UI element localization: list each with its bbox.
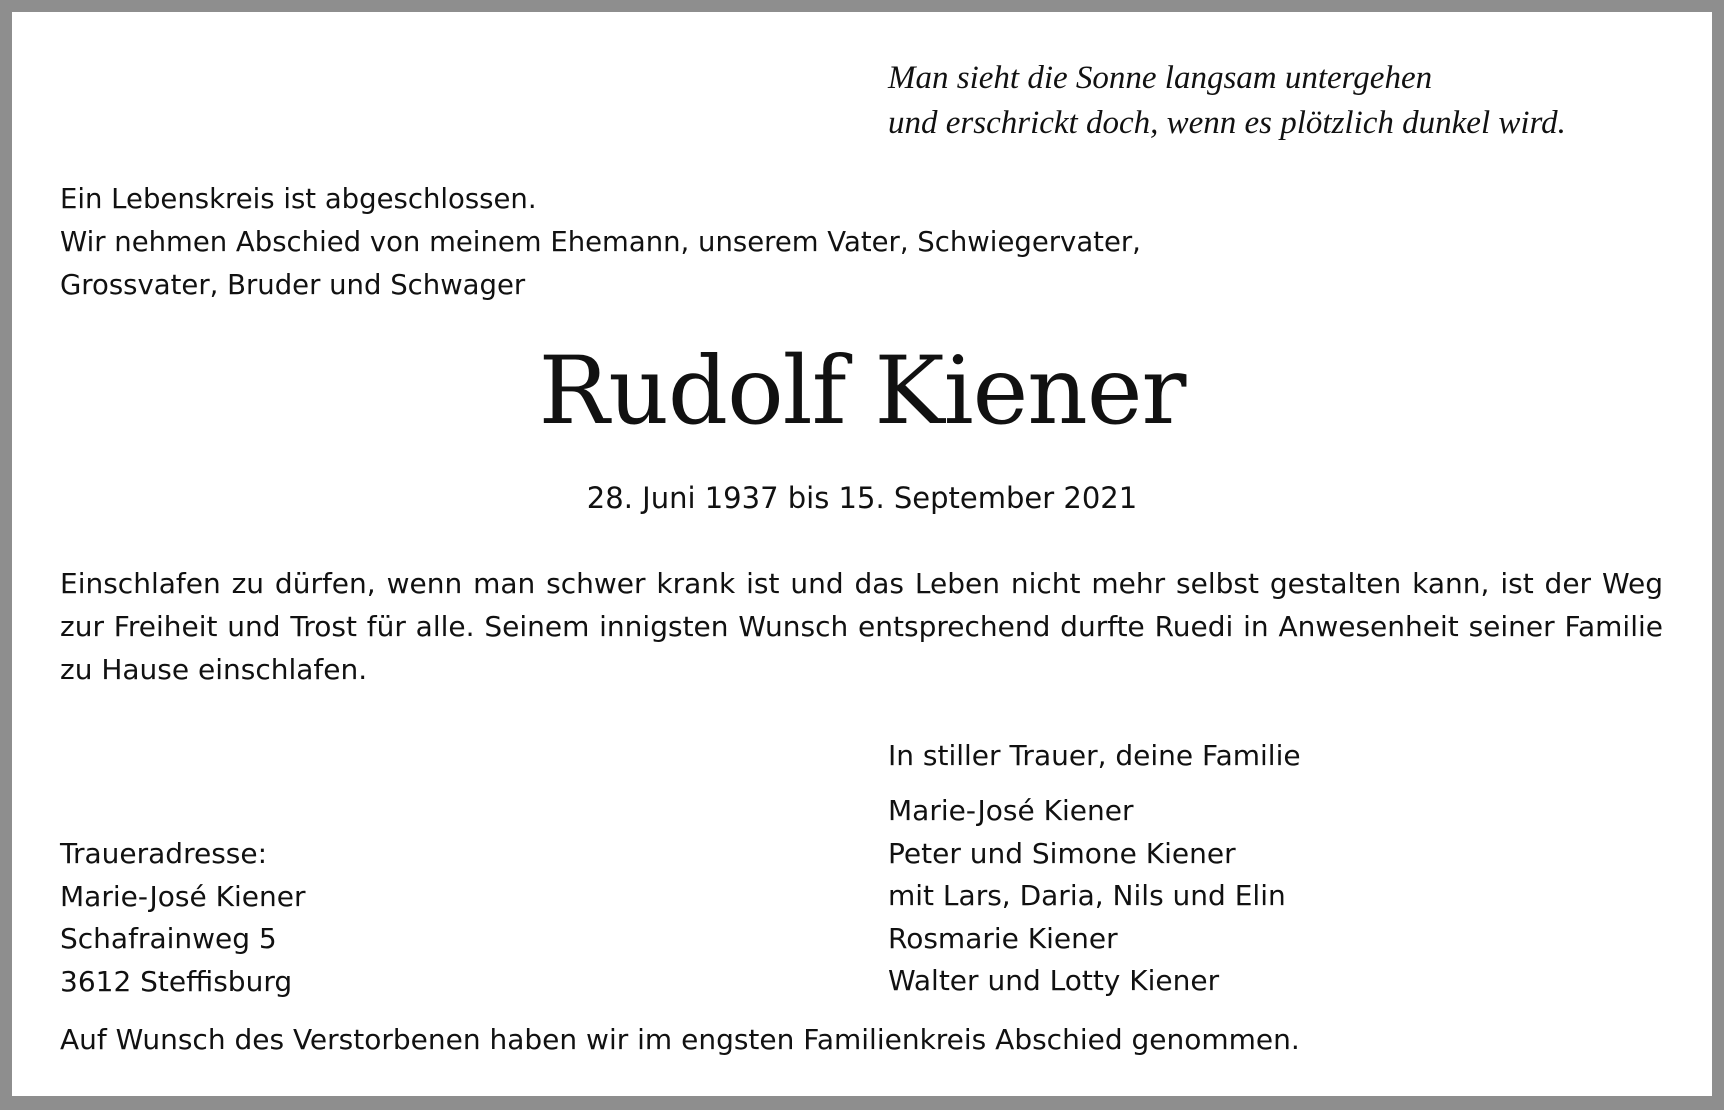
list-item: Marie-José Kiener [888,794,1134,827]
motto-line-1: Man sieht die Sonne langsam untergehen [888,60,1433,96]
intro-text [60,178,1141,307]
list-item: mit Lars, Daria, Nils und Elin [888,879,1286,912]
address-name: Marie-José Kiener [60,879,306,913]
intro-line-1: Ein Lebenskreis ist abgeschlossen. [60,183,537,215]
address-label: Traueradresse: [60,837,268,870]
motto-quote [888,56,1566,146]
intro-line-2: Wir nehmen Abschied von meinem Ehemann, unserem Vater, Schwiegervater, [60,226,1141,258]
list-item: Walter und Lotty Kiener [888,964,1220,997]
mourning-address [60,833,305,1003]
intro-line-3: Grossvater, Bruder und Schwager [60,269,526,301]
mourners-signoff: In stiller Trauer, deine Familie [888,739,1301,772]
mourners-list [888,790,1286,1003]
obituary-card [12,12,1712,1096]
list-item: Rosmarie Kiener [888,921,1118,955]
closing-note: Auf Wunsch des Verstorbenen haben wir im engsten Familienkreis Abschied genommen. [60,1023,1300,1056]
address-city: 3612 Steffisburg [60,964,293,998]
address-street: Schafrainweg 5 [60,922,277,955]
list-item: Peter und Simone Kiener [888,836,1236,870]
message-paragraph: Einschlafen zu dürfen, wenn man schwer krank ist und das Leben nicht mehr selbst gestalten kann, ist der Weg zur Freiheit und Trost für alle. Seinem innigsten Wunsch entsprechend durfte Ruedi in Anwesenheit seiner Familie zu Hause einschlafen. [60,567,1663,686]
life-dates: 28. Juni 1937 bis 15. September 2021 [586,481,1138,515]
deceased-name: Rudolf Kiener [538,337,1186,446]
motto-line-2: und erschrickt doch, wenn es plötzlich dunkel wird. [888,105,1566,141]
